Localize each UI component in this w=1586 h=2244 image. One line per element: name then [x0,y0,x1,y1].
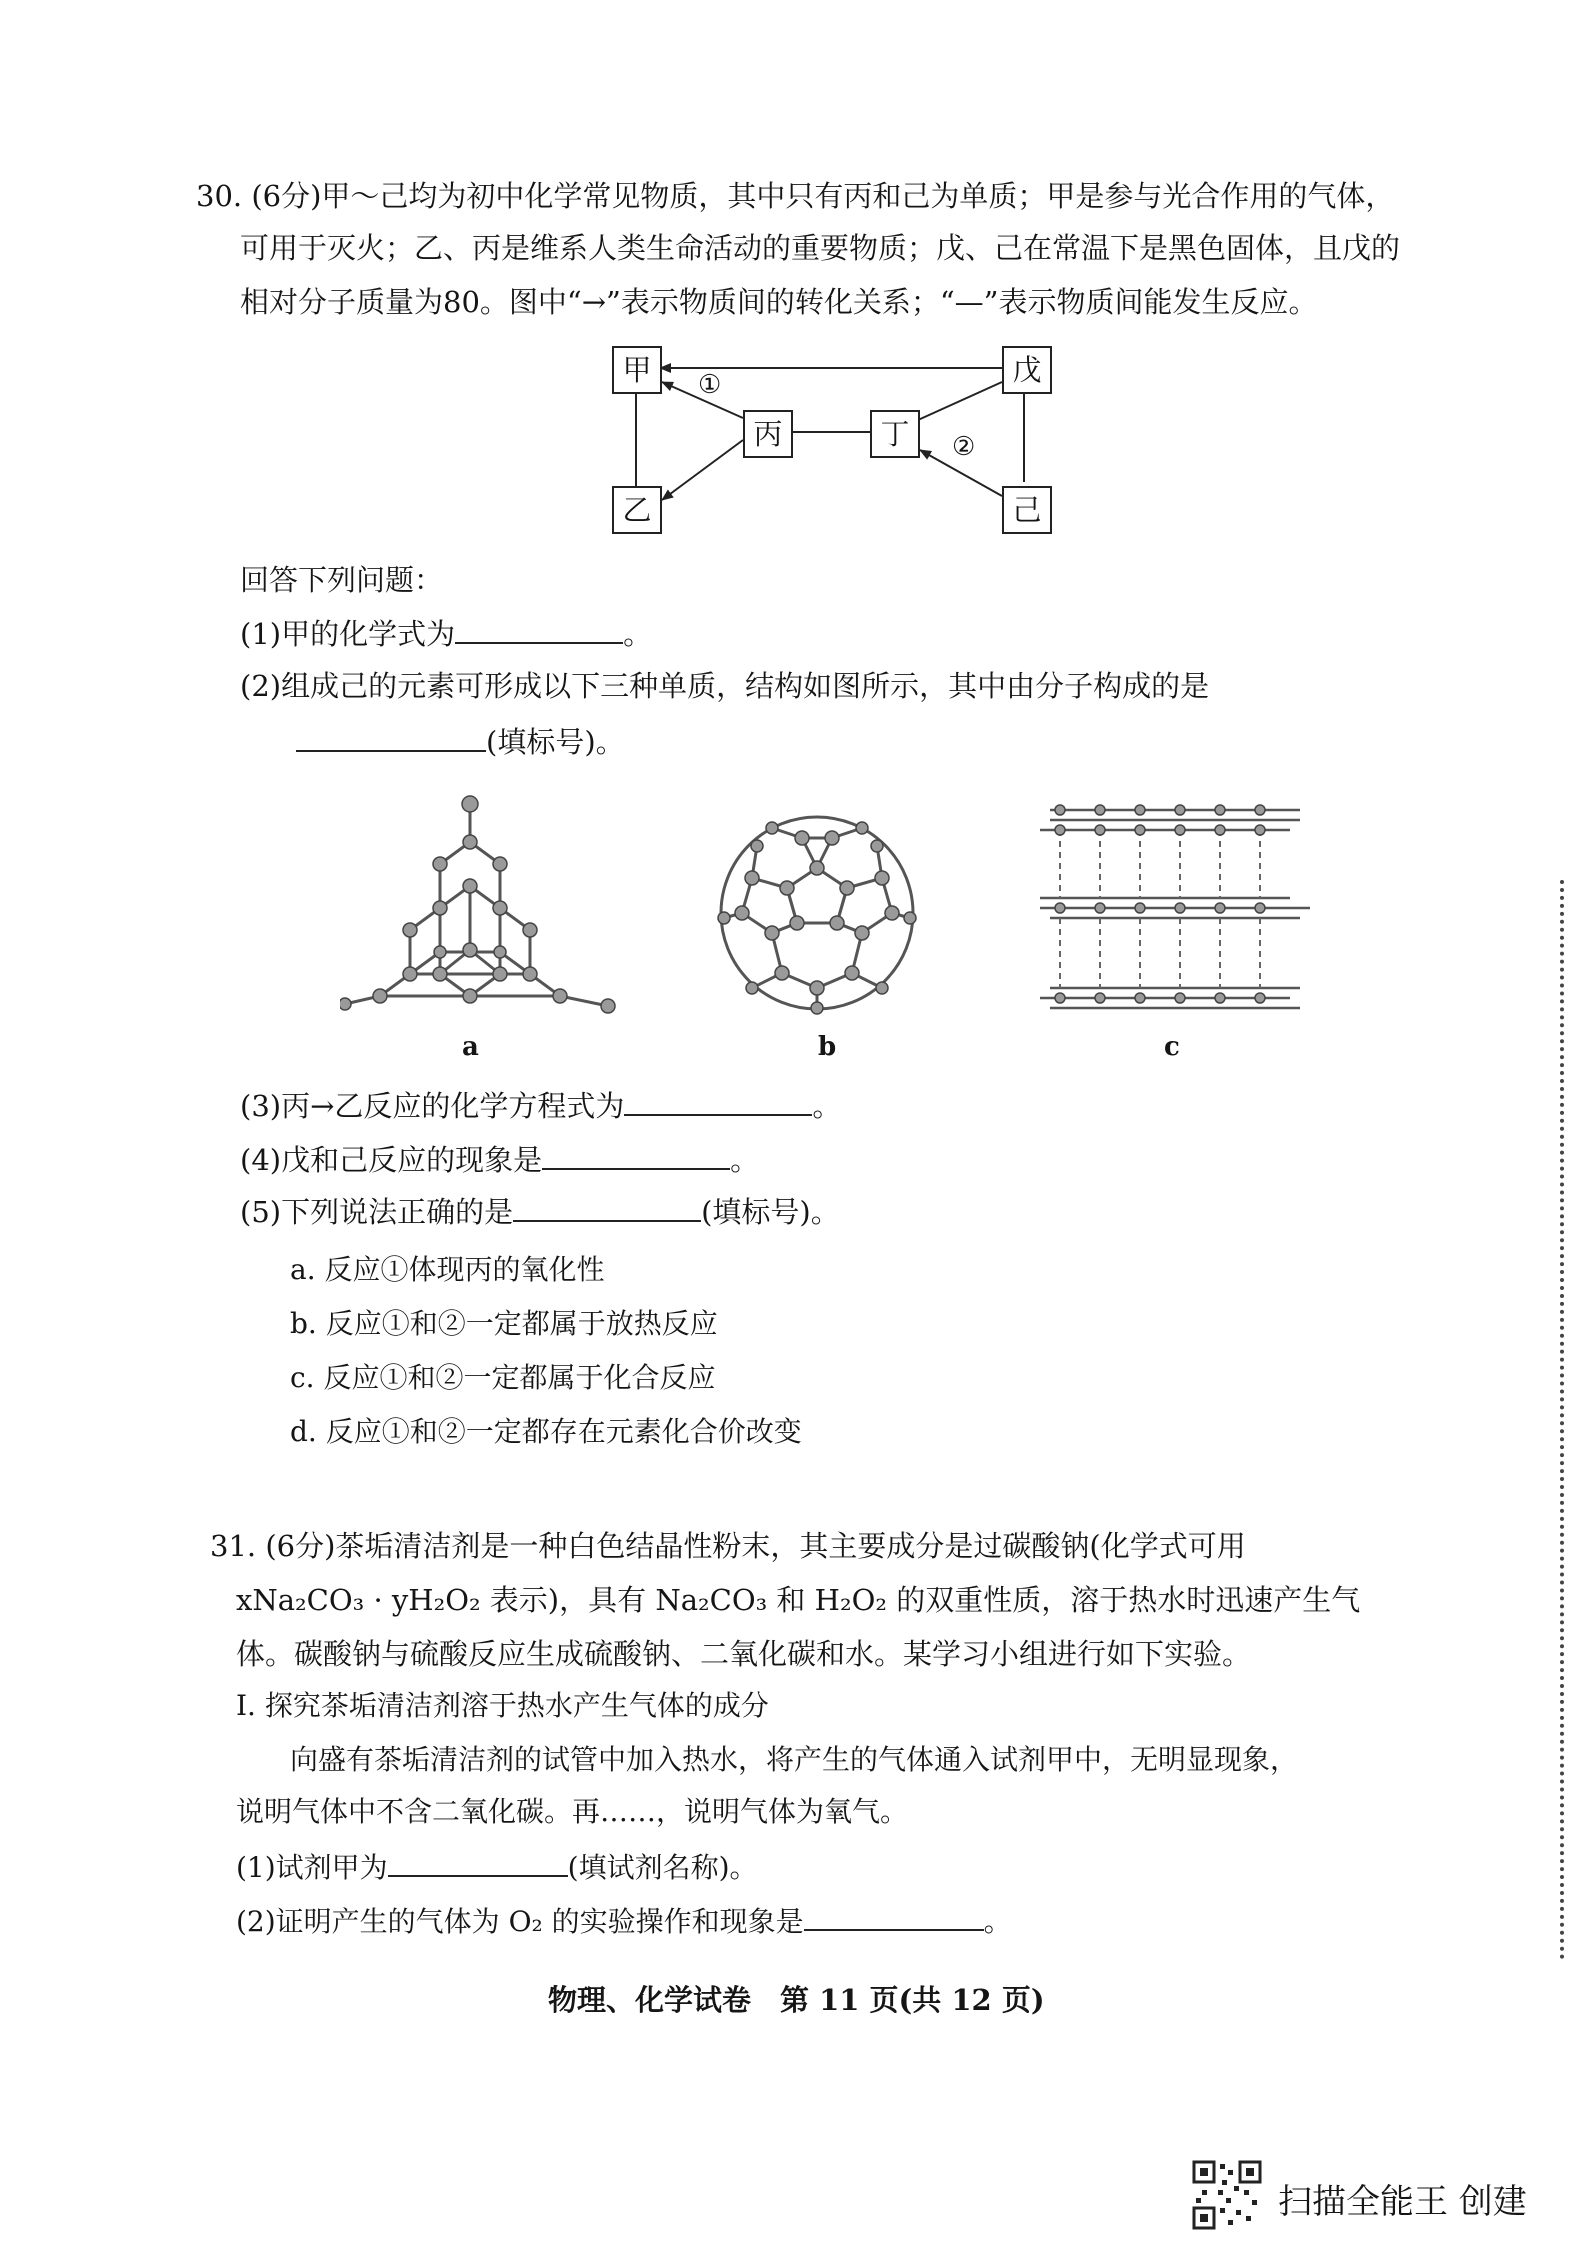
option-b: b. 反应①和②一定都属于放热反应 [290,1307,718,1340]
q31-paragraph-line2: 说明气体中不含二氧化碳。再……，说明气体为氧气。 [236,1795,909,1828]
q30-sub5-end: (填标号)。 [701,1195,840,1229]
q30-sub5 [240,1192,840,1232]
q30-sub1 [240,614,652,654]
graphite-svg [1030,790,1320,1030]
q30-sub2b-text: (填标号)。 [486,725,625,759]
q31-paragraph-line1: 向盛有茶垢清洁剂的试管中加入热水，将产生的气体通入试剂甲中，无明显现象， [290,1743,1299,1776]
q31-part1-heading: I. 探究茶垢清洁剂溶于热水产生气体的成分 [236,1689,769,1722]
q31-line3: 体。碳酸钠与硫酸反应生成硫酸钠、二氧化碳和水。某学习小组进行如下实验。 [236,1637,1252,1671]
answer-blank-5[interactable] [513,1194,701,1222]
answer-blank-4[interactable] [542,1142,730,1170]
q30-sub3-text: (3)丙→乙反应的化学方程式为 [240,1089,625,1123]
option-d: d. 反应①和②一定都存在元素化合价改变 [290,1415,802,1448]
scanner-watermark [1192,2160,1572,2230]
q31-sub2-text: (2)证明产生的气体为 O₂ 的实验操作和现象是 [236,1905,804,1938]
q30-sub1-text: (1)甲的化学式为 [240,617,456,651]
q30-sub4-text: (4)戊和己反应的现象是 [240,1143,543,1177]
node-yi: 乙 [612,486,662,534]
q31-sub1-end: (填试剂名称)。 [567,1851,758,1884]
diamond-lattice-svg [340,790,630,1030]
answer-blank-1[interactable] [455,616,623,644]
q30-sub3-end: 。 [812,1089,842,1123]
structure-label-a: a [462,1032,479,1062]
answer-blank-7[interactable] [804,1903,984,1931]
q30-prompt: 回答下列问题： [240,563,444,597]
margin-dotted-line [1560,880,1564,1960]
q30-sub1-end: 。 [623,617,653,651]
reaction-label-2: ② [952,432,976,462]
arrow-bing-to-yi [662,440,743,500]
structure-fullerene [712,808,922,1018]
line-wu-ding [918,382,1002,420]
node-bing: 丙 [743,410,793,458]
structure-diamond [340,790,630,1030]
q31-sub1 [236,1848,758,1888]
fullerene-svg [712,808,922,1018]
q30-sub4 [240,1140,759,1180]
q31-line1: 31. (6分)茶垢清洁剂是一种白色结晶性粉末，其主要成分是过碳酸钠(化学式可用 [210,1529,1246,1563]
page-footer: 物理、化学试卷 第 11 页(共 12 页) [548,1983,1045,2017]
q30-line2: 可用于灭火；乙、丙是维系人类生命活动的重要物质；戊、己在常温下是黑色固体，且戊的 [240,231,1401,265]
reaction-diagram [0,0,1586,560]
q31-sub2 [236,1902,1012,1942]
q31-sub2-end: 。 [983,1905,1012,1938]
reaction-label-1: ① [698,370,722,400]
q31-sub1-text: (1)试剂甲为 [236,1851,388,1884]
answer-blank-6[interactable] [388,1849,568,1877]
q30-sub2b [296,722,625,762]
option-c: c. 反应①和②一定都属于化合反应 [290,1361,716,1394]
watermark-text: 扫描全能王 创建 [1278,2182,1527,2222]
q30-sub3 [240,1086,841,1126]
structure-label-c: c [1164,1032,1180,1062]
option-a: a. 反应①体现丙的氧化性 [290,1253,605,1286]
answer-blank-2[interactable] [296,724,486,752]
q30-line3: 相对分子质量为80。图中“→”表示物质间的转化关系；“—”表示物质间能发生反应。 [240,285,1318,319]
node-wu: 戊 [1002,346,1052,394]
structure-graphite [1030,790,1320,1030]
structure-label-b: b [818,1032,837,1062]
node-jia: 甲 [612,346,662,394]
qr-code-icon [1192,2160,1262,2230]
answer-blank-3[interactable] [624,1088,812,1116]
node-ji: 己 [1002,486,1052,534]
diagram-connectors [0,0,1586,560]
q31-line2: xNa₂CO₃ · yH₂O₂ 表示)，具有 Na₂CO₃ 和 H₂O₂ 的双重性质，溶于热水时迅速产生气 [236,1583,1361,1617]
q30-sub5-text: (5)下列说法正确的是 [240,1195,514,1229]
q30-sub2: (2)组成己的元素可形成以下三种单质，结构如图所示，其中由分子构成的是 [240,669,1210,703]
q30-sub4-end: 。 [730,1143,760,1177]
q30-line1: 30. (6分)甲～己均为初中化学常见物质，其中只有丙和己为单质；甲是参与光合作用的气体， [196,179,1395,213]
node-ding: 丁 [870,410,920,458]
